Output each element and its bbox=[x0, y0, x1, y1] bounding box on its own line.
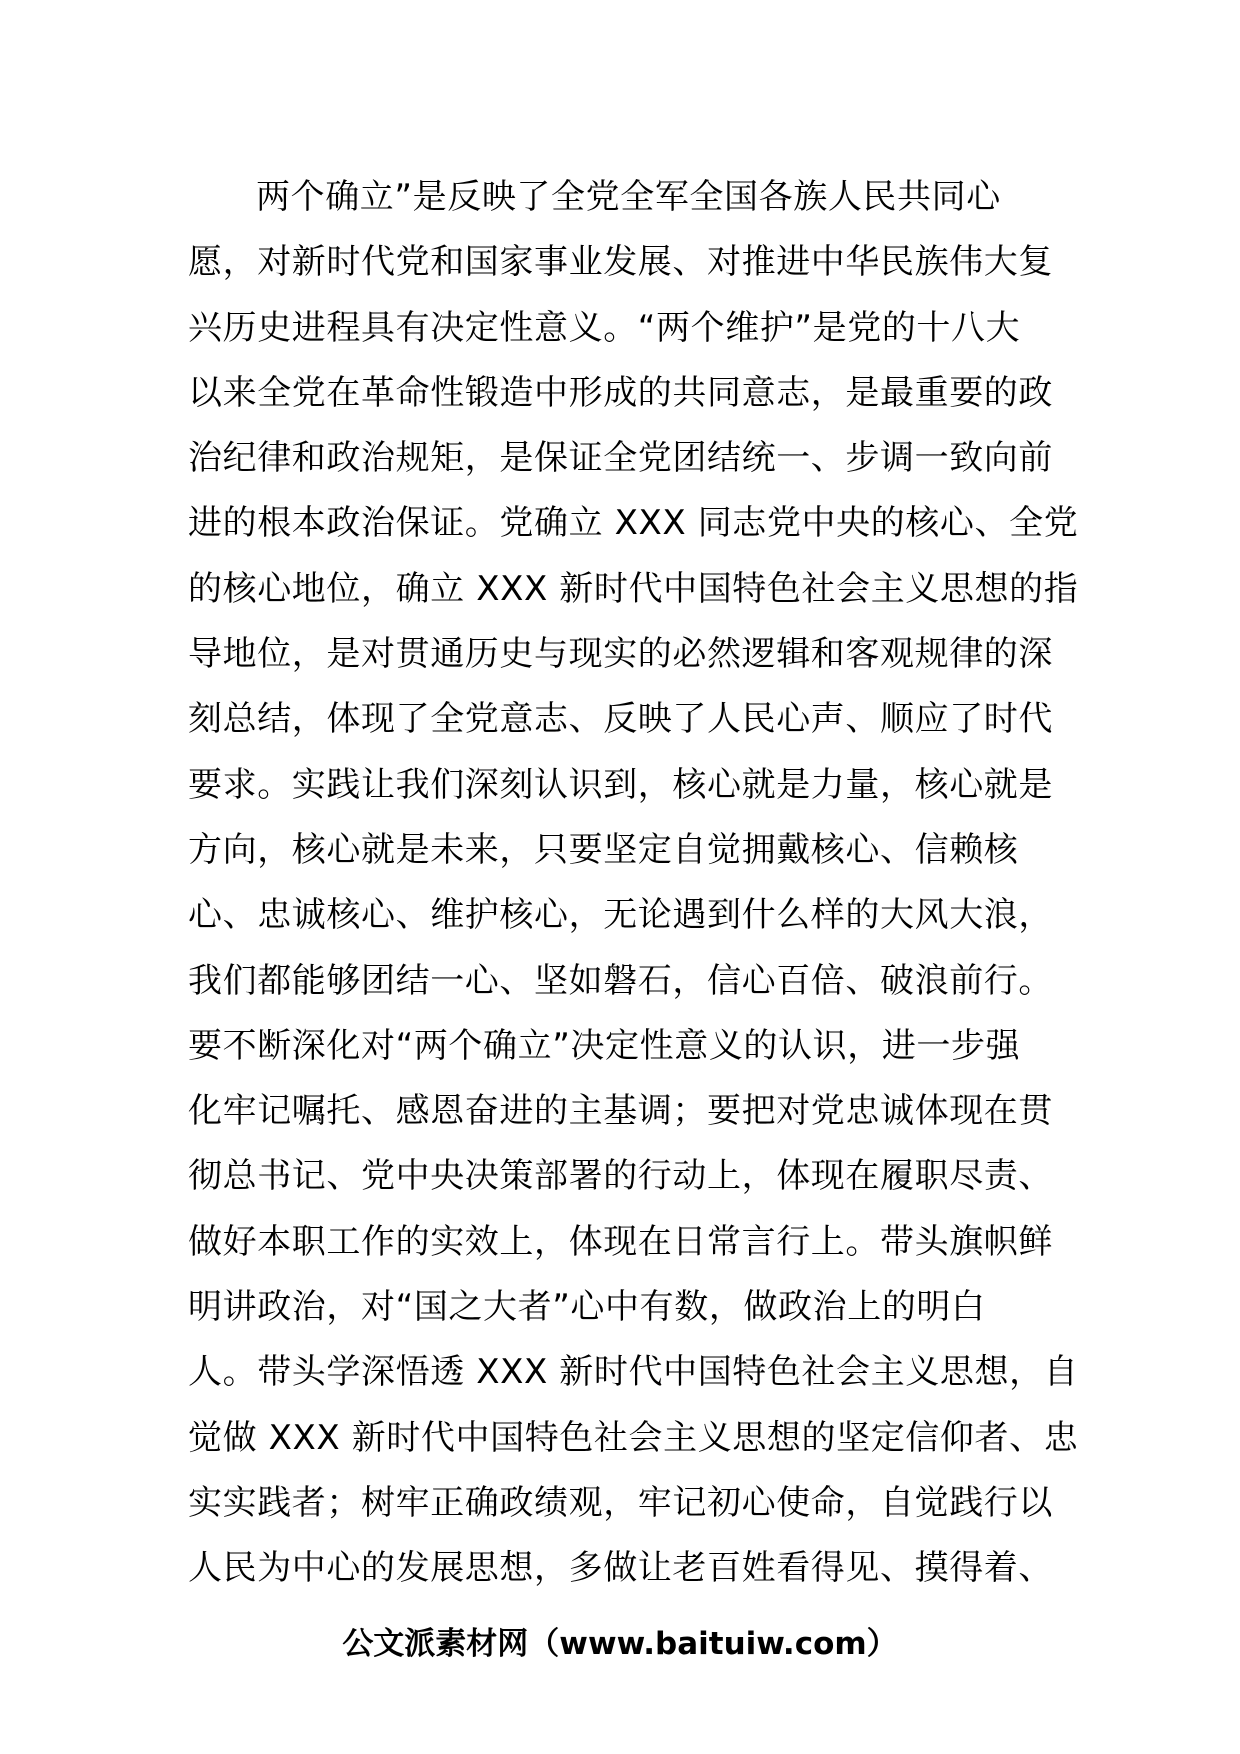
text-line: 进的根本政治保证。党确立 XXX 同志党中央的核心、全党 bbox=[188, 503, 1079, 544]
text-line: 实实践者；树牢正确政绩观，牢记初心使命，自觉践行以 bbox=[188, 1482, 1053, 1523]
text-line: 彻总书记、党中央决策部署的行动上，体现在履职尽责、 bbox=[188, 1156, 1053, 1197]
text-line: 以来全党在革命性锻造中形成的共同意志，是最重要的政 bbox=[188, 372, 1053, 413]
text-line: 做好本职工作的实效上，体现在日常言行上。带头旗帜鲜 bbox=[188, 1221, 1053, 1262]
text-line: 的核心地位，确立 XXX 新时代中国特色社会主义思想的指 bbox=[188, 568, 1079, 609]
text-line: 人。带头学深悟透 XXX 新时代中国特色社会主义思想，自 bbox=[188, 1352, 1079, 1393]
text-line: 导地位，是对贯通历史与现实的必然逻辑和客观规律的深 bbox=[188, 634, 1053, 675]
text-line: 我们都能够团结一心、坚如磐石，信心百倍、破浪前行。 bbox=[188, 960, 1053, 1001]
text-line: 明讲政治，对“国之大者”心中有数，做政治上的明白 bbox=[188, 1287, 986, 1328]
text-line: 方向，核心就是未来，只要坚定自觉拥戴核心、信赖核 bbox=[188, 829, 1019, 870]
text-line: 兴历史进程具有决定性意义。“两个维护”是党的十八大 bbox=[188, 307, 1021, 348]
footer-source: 公文派素材网（www.baituiw.com） bbox=[342, 1626, 898, 1662]
text-line: 刻总结，体现了全党意志、反映了人民心声、顺应了时代 bbox=[188, 699, 1053, 740]
text-line: 要不断深化对“两个确立”决定性意义的认识，进一步强 bbox=[188, 1025, 1021, 1066]
text-line: 心、忠诚核心、维护核心，无论遇到什么样的大风大浪， bbox=[188, 895, 1053, 936]
text-line: 觉做 XXX 新时代中国特色社会主义思想的坚定信仰者、忠 bbox=[188, 1417, 1079, 1458]
text-line: 治纪律和政治规矩，是保证全党团结统一、步调一致向前 bbox=[188, 438, 1053, 479]
text-line: 愿，对新时代党和国家事业发展、对推进中华民族伟大复 bbox=[188, 242, 1053, 283]
text-line: 化牢记嘱托、感恩奋进的主基调；要把对党忠诚体现在贯 bbox=[188, 1091, 1053, 1132]
text-line: 两个确立”是反映了全党全军全国各族人民共同心 bbox=[256, 177, 1001, 217]
body-paragraph bbox=[188, 165, 1079, 1602]
text-line: 人民为中心的发展思想，多做让老百姓看得见、摸得着、 bbox=[188, 1548, 1053, 1589]
text-line: 要求。实践让我们深刻认识到，核心就是力量，核心就是 bbox=[188, 764, 1053, 805]
